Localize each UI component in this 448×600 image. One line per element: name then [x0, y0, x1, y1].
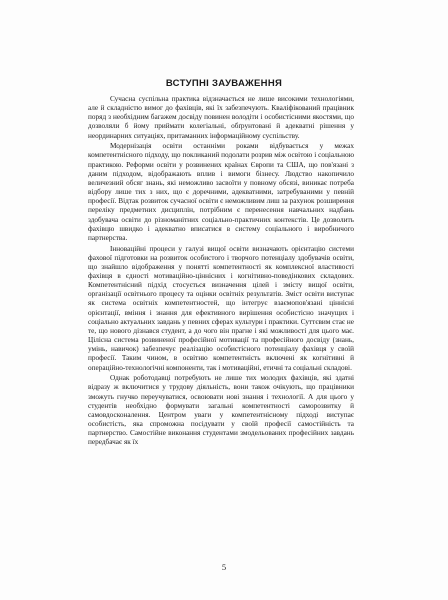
section-title: ВСТУПНІ ЗАУВАЖЕННЯ: [165, 78, 283, 89]
body-text: [88, 95, 354, 449]
paragraph-3: Інноваційні процеси у галузі вищої освіти визначають орієнтацію системи фахової підготовки на розвиток особистого і творчого потенціалу здобувачів освіти, що знайшло відображення у понятті компетентності як комплексної властивості фахівця в єдності мотиваційно-ціннісних і когнітивно-поведінкових складових. Компетентнісний підхід стосується визначення цілей і змісту вищої освіти, організації освітнього процесу та оцінки освітніх результатів. Зміст освіти виступає як система освітніх компетентностей, що інтегрує взаємопов'язані ціннісні орієнтації, вміння і знання для ефективного вирішення особистісно значущих і соціально актуальних завдань у певних сферах культури і практики. Суттєвим стає не те, що нового дізнався студент, а до чого він прагне і які можливості для цього має. Цілісна система розвиненої професійної мотивації та професійного досвіду (знань, умінь, навичок) забезпечує реалізацію особистісного потенціалу фахівця у своїй професії. Таким чином, в освітню компетентність включені як когнітивні й операційно-технологічні компоненти, так і мотиваційні, етичні та соціальні складові.: [88, 244, 354, 372]
paragraph-1: Сучасна суспільна практика відзначається не лише високими технологіями, але й складністю вимог до фахівців, які їх забезпечують. Кваліфікований працівник поряд з необхідним багажем досвіду повинен володіти і особистісними якостями, що дозволяли б йому приймати колегіальні, обґрунтовані й адекватні рішення у неординарних ситуаціях, притаманних інформаційному суспільству.: [88, 95, 354, 140]
page-number: 5: [221, 562, 227, 572]
paragraph-4: Однак роботодавці потребують не лише тих молодих фахівців, які здатні відразу ж включитися у трудову діяльність, вони також очікують, що працівники зможуть гнучко переучуватися, освоювати нові знання і технології. А для цього у студентів необхідно формувати загальні компетентності саморозвитку й самовдосконалення. Центром уваги у компетентнісному підході виступає особистість, яка спроможна посідувати у своїй професії самостійність та партнерство. Самостійне виконання студентами змодельованих професійних завдань передбачає як їх: [88, 374, 354, 447]
paragraph-2: Модернізація освіти останніми роками відбувається у межах компетентнісного підходу, що покликаний подолати розрив між освітою і соціальною практикою. Реформи освіти у розвинених країнах Європи та США, що пов'язані з даним підходом, відображають вплив і вимоги бізнесу. Людство накопичило величезний обсяг знань, які неможливо засвоїти у повному обсязі, виникає потреба відбору лише тих з них, що є доречними, адекватними, затребуваними у певній професії. Відтак розвиток сучасної освіти є неможливим лиш за рахунок розширення переліку предметних дисциплін, потрібним є перенесення навчальних надбань здобувача освіти до різноманітних соціально-практичних контекстів. Це дозволить фахівцю швидко і адекватно вписатися в систему соціального і виробничого партнерства.: [88, 142, 354, 242]
